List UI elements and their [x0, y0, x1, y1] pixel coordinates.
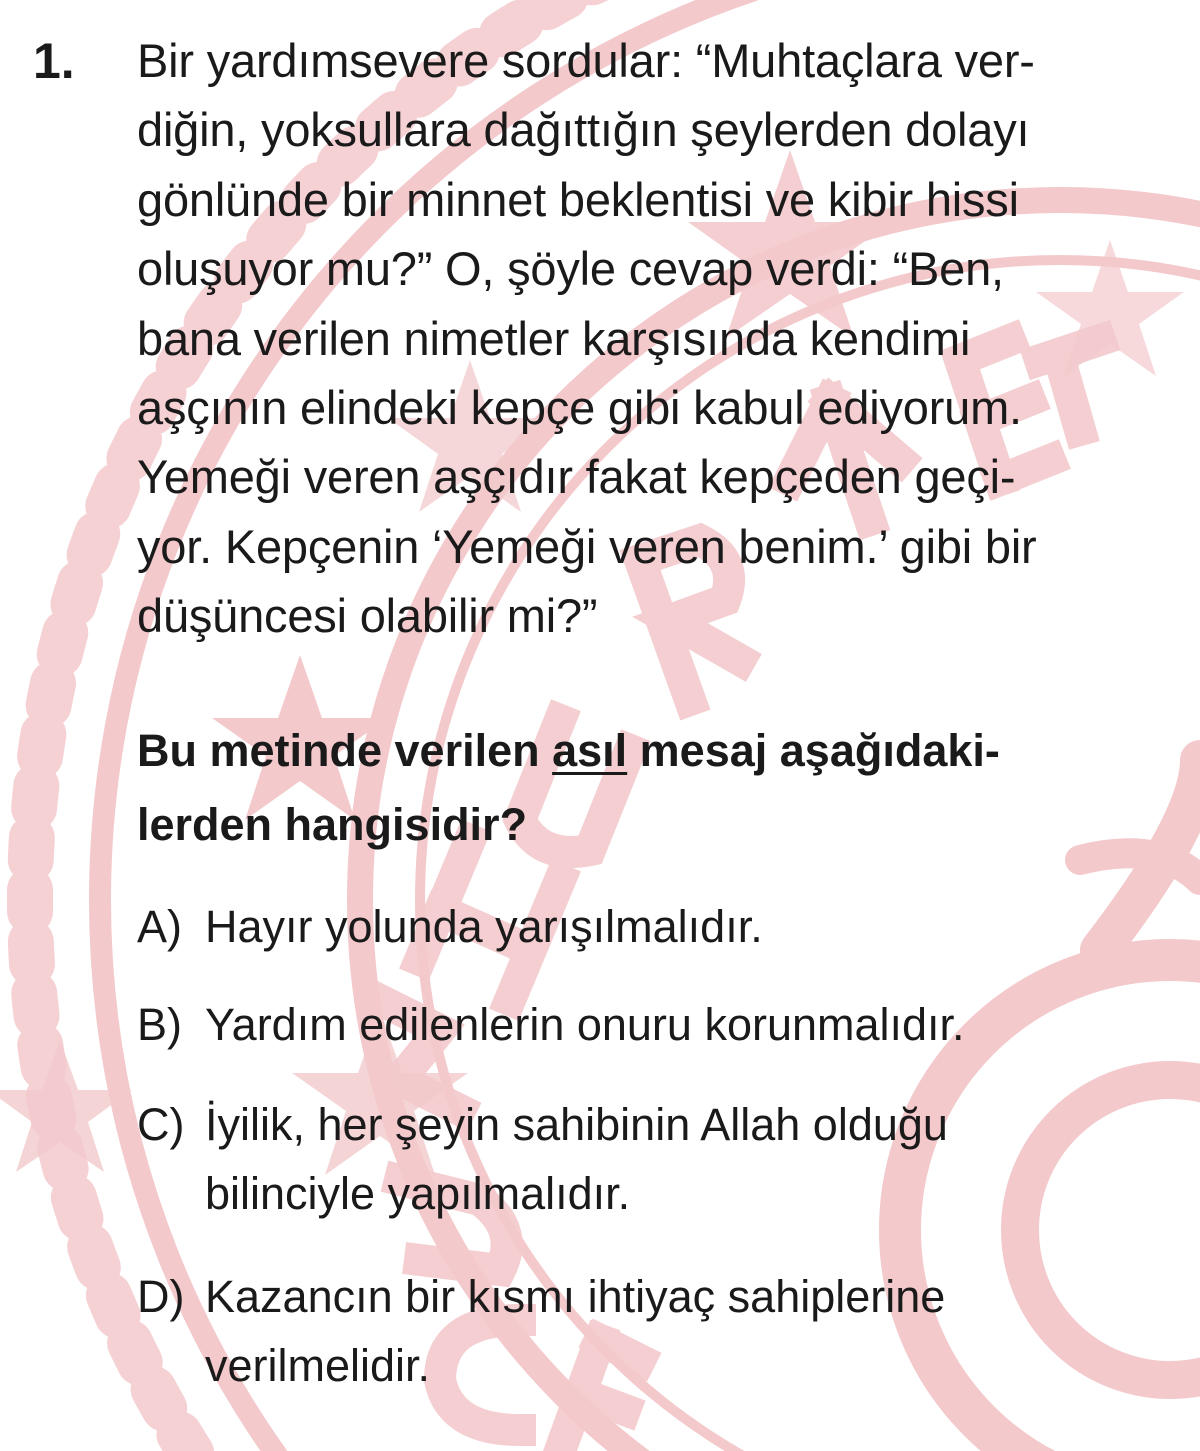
passage-line: aşçının elindeki kepçe gibi kabul ediyorum. — [137, 381, 1022, 435]
question-passage — [137, 26, 1187, 651]
option-text — [205, 1090, 1185, 1228]
stem-line — [137, 714, 1187, 788]
option-text — [205, 990, 1185, 1059]
passage-line: bana verilen nimetler karşısında kendimi — [137, 311, 971, 365]
option-letter: B) — [137, 999, 182, 1050]
passage-line: diğin, yoksullara dağıttığın şeylerden dolayı — [137, 103, 1030, 157]
passage-line: Bir yardımsevere sordular: “Muhtaçlara ver- — [137, 34, 1035, 87]
passage-line: yor. Kepçenin ‘Yemeği veren benim.’ gibi bir — [137, 519, 1037, 573]
stem-underlined-word: asıl — [552, 725, 628, 776]
option-line: verilmelidir. — [205, 1340, 431, 1391]
option-line: İyilik, her şeyin sahibinin Allah olduğu — [205, 1099, 948, 1150]
passage-line: oluşuyor mu?” O, şöyle cevap verdi: “Ben, — [137, 242, 1004, 296]
option-line: Kazancın bir kısmı ihtiyaç sahiplerine — [205, 1271, 946, 1322]
passage-line: Yemeği veren aşçıdır fakat kepçeden geçi- — [137, 450, 1016, 504]
option-letter: D) — [137, 1271, 185, 1322]
passage-line: gönlünde bir minnet beklentisi ve kibir hissi — [137, 172, 1019, 226]
option-letter: C) — [137, 1099, 185, 1150]
option-text — [205, 892, 1185, 961]
option-line: Yardım edilenlerin onuru korunmalıdır. — [205, 999, 965, 1050]
stem-line: lerden hangisidir? — [137, 799, 528, 850]
option-text — [205, 1262, 1185, 1400]
option-letter: A) — [137, 901, 182, 952]
stem-text: mesaj aşağıdaki- — [627, 725, 1000, 776]
passage-line: düşüncesi olabilir mi?” — [137, 589, 598, 643]
question-stem — [137, 714, 1187, 862]
option-line: Hayır yolunda yarışılmalıdır. — [205, 901, 763, 952]
question-number: 1. — [33, 33, 75, 89]
stem-text: Bu metinde verilen — [137, 725, 553, 776]
option-line: bilinciyle yapılmalıdır. — [205, 1168, 631, 1219]
